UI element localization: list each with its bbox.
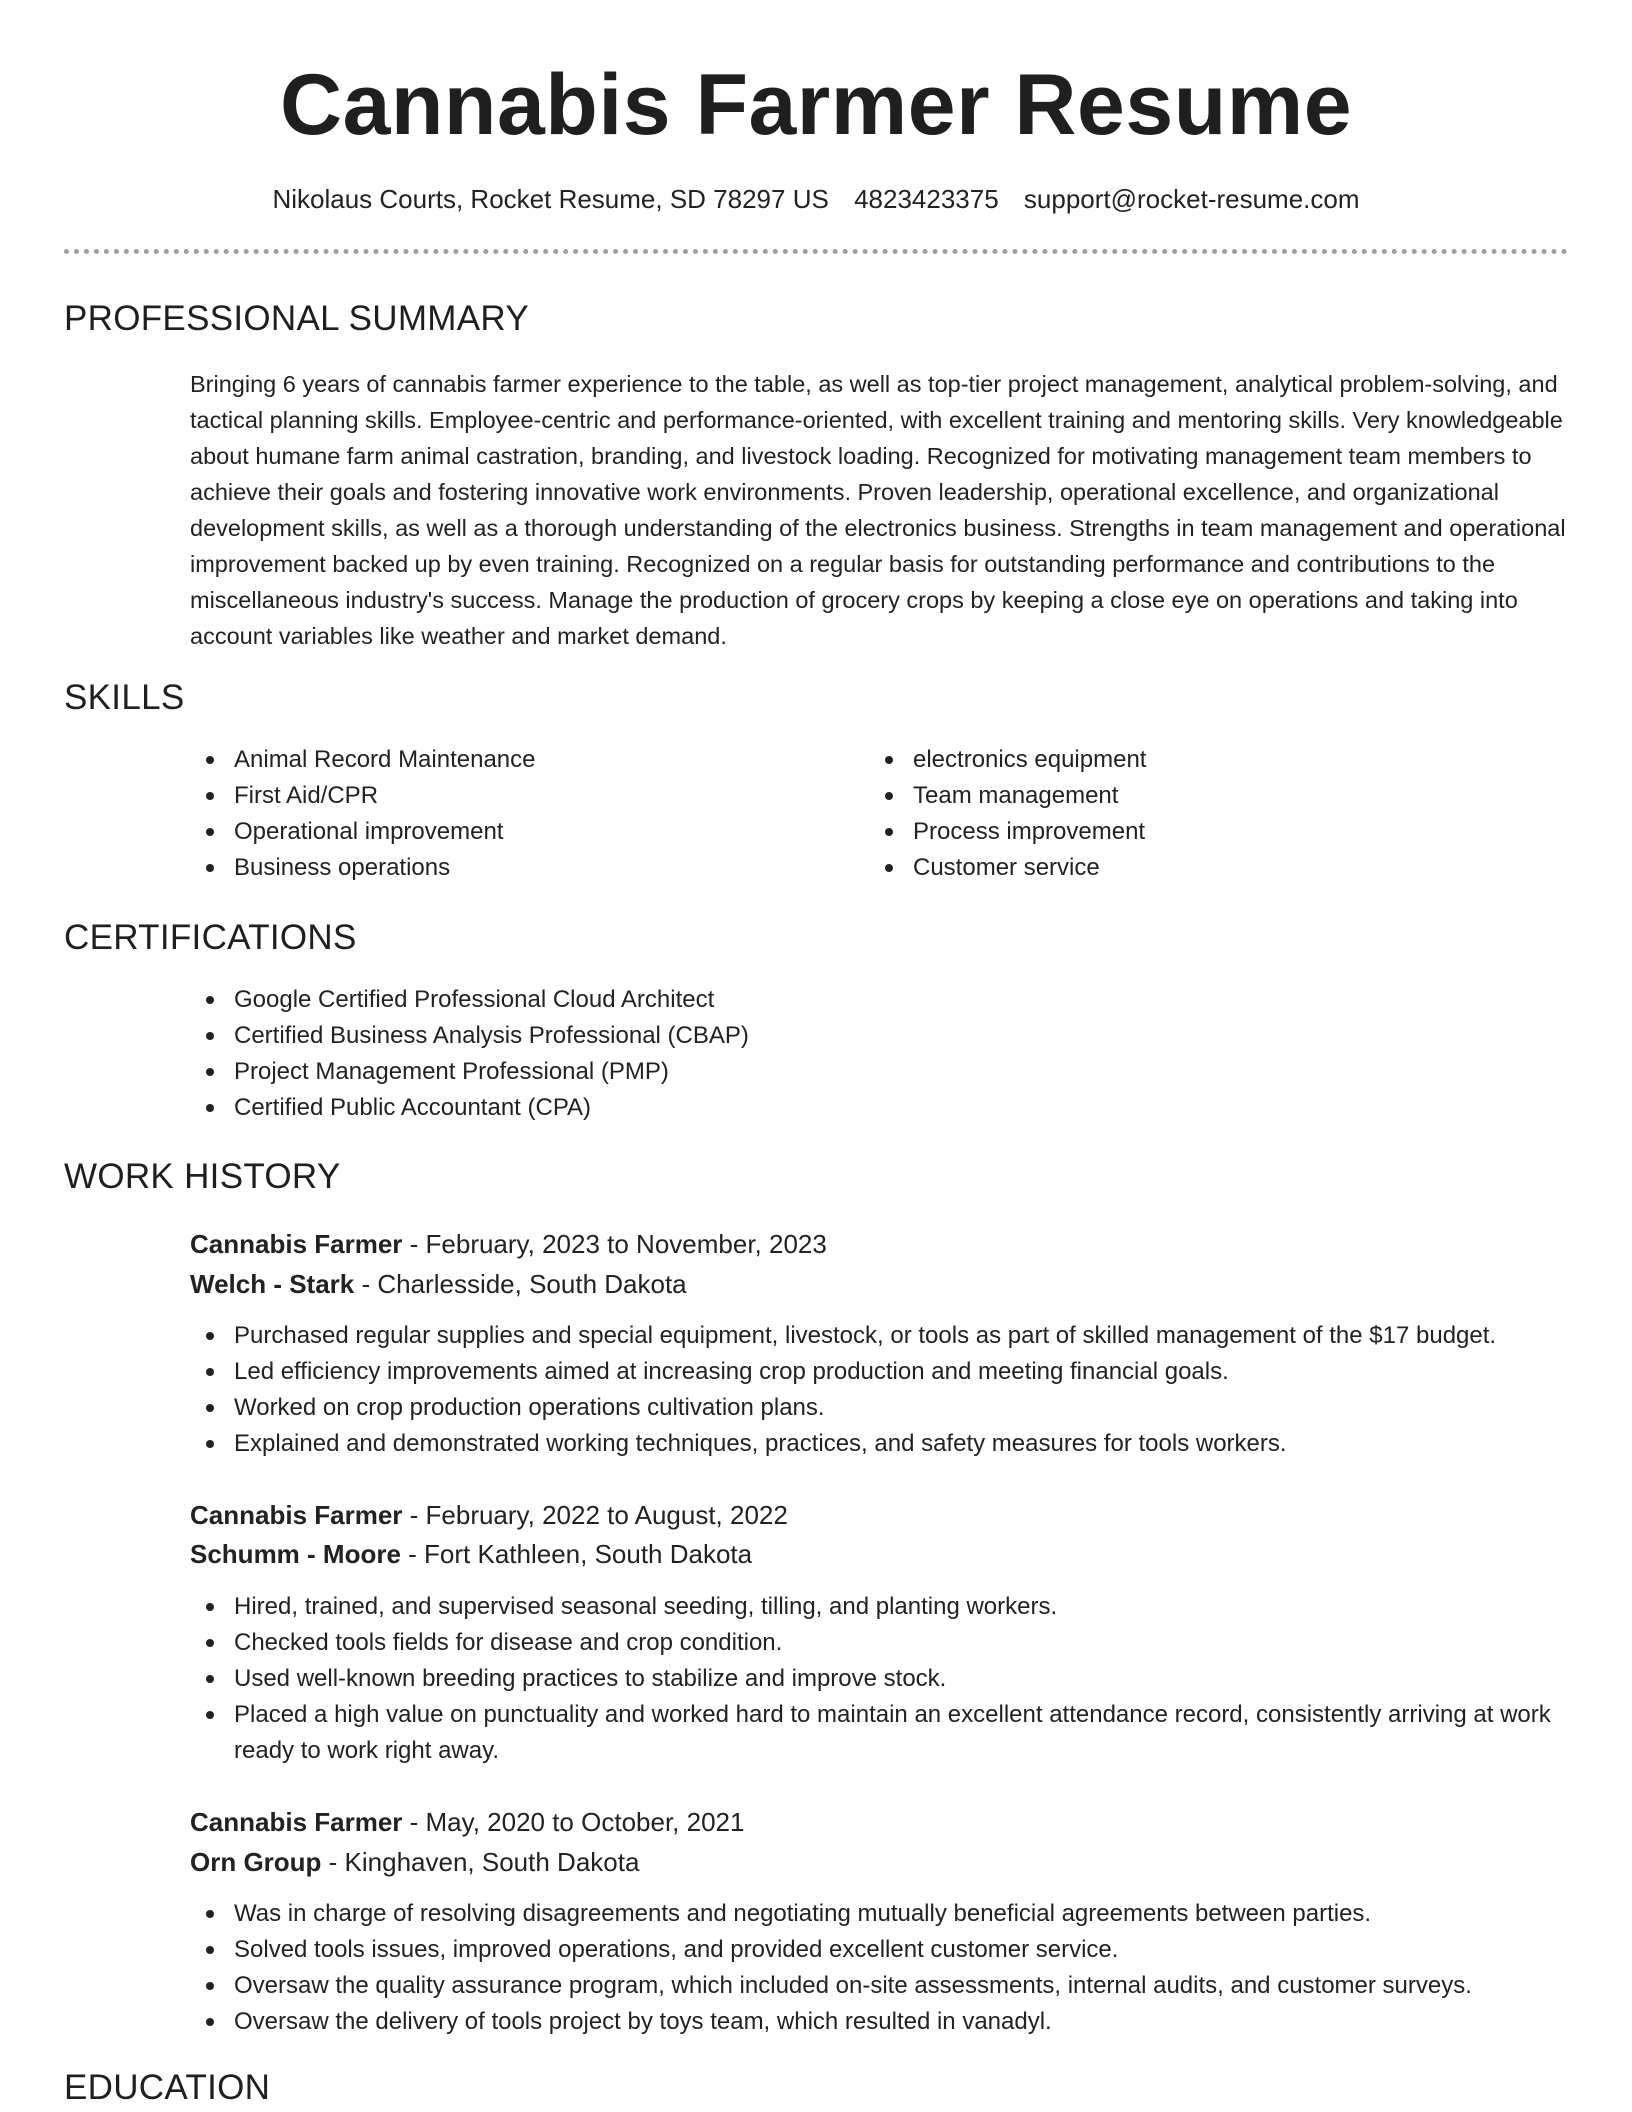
skill-item: electronics equipment bbox=[869, 742, 1509, 778]
skill-item: Customer service bbox=[869, 850, 1509, 886]
job-bullet: Placed a high value on punctuality and worked hard to maintain an excellent attendance record, consistently arriving at work ready to work right away. bbox=[190, 1697, 1568, 1769]
job-company-line bbox=[190, 1265, 687, 1303]
contact-email: support@rocket-resume.com bbox=[1023, 184, 1360, 214]
job-location: - Fort Kathleen, South Dakota bbox=[400, 1539, 753, 1569]
skill-item: Process improvement bbox=[869, 814, 1509, 850]
education-heading: EDUCATION bbox=[64, 2068, 271, 2107]
job-location: - Kinghaven, South Dakota bbox=[321, 1847, 640, 1877]
contact-phone: 4823423375 bbox=[854, 184, 999, 214]
job-bullets bbox=[190, 1318, 1590, 1462]
job-bullet: Oversaw the delivery of tools project by toys team, which resulted in vanadyl. bbox=[190, 2004, 1590, 2040]
skills-list-right bbox=[869, 742, 1509, 886]
job-bullet: Led efficiency improvements aimed at increasing crop production and meeting financial goals. bbox=[190, 1354, 1590, 1390]
certification-item: Certified Business Analysis Professional (CBAP) bbox=[190, 1018, 1568, 1054]
header-divider bbox=[64, 249, 1568, 254]
summary-heading: PROFESSIONAL SUMMARY bbox=[64, 299, 529, 338]
contact-address: Nikolaus Courts, Rocket Resume, SD 78297 US bbox=[272, 184, 829, 214]
job-title: Cannabis Farmer bbox=[190, 1229, 403, 1259]
job-bullet: Worked on crop production operations cultivation plans. bbox=[190, 1390, 1590, 1426]
certifications-list bbox=[190, 982, 1568, 1126]
job-company-line bbox=[190, 1535, 752, 1573]
skill-item: Operational improvement bbox=[190, 814, 830, 850]
contact-line bbox=[0, 181, 1632, 217]
certification-item: Project Management Professional (PMP) bbox=[190, 1054, 1568, 1090]
job-title-line bbox=[190, 1225, 827, 1263]
job-title-line bbox=[190, 1496, 788, 1534]
job-bullet: Oversaw the quality assurance program, which included on-site assessments, internal audits, and customer surveys. bbox=[190, 1968, 1590, 2004]
skill-item: Team management bbox=[869, 778, 1509, 814]
job-company: Orn Group bbox=[190, 1847, 322, 1877]
job-bullet: Solved tools issues, improved operations, and provided excellent customer service. bbox=[190, 1932, 1590, 1968]
summary-text: Bringing 6 years of cannabis farmer experience to the table, as well as top-tier project management, analytical problem-solving, and tactical planning skills. Employee-centric and performance-oriented, with excellent training and mentoring skills. Very knowledgeable about humane farm animal castration, branding, and livestock loading. Recognized for motivating management team members to achieve their goals and fostering innovative work environments. Proven leadership, operational excellence, and organizational development skills, as well as a thorough understanding of the electronics business. Strengths in team management and operational improvement backed up by even training. Recognized on a regular basis for outstanding performance and contributions to the miscellaneous industry's success. Manage the production of grocery crops by keeping a close eye on operations and taking into account variables like weather and market demand. bbox=[190, 371, 1566, 649]
job-company: Welch - Stark bbox=[190, 1269, 355, 1299]
job-bullet: Used well-known breeding practices to stabilize and improve stock. bbox=[190, 1661, 1568, 1697]
job-title: Cannabis Farmer bbox=[190, 1500, 403, 1530]
job-bullets bbox=[190, 1896, 1590, 2040]
job-bullet: Hired, trained, and supervised seasonal seeding, tilling, and planting workers. bbox=[190, 1589, 1568, 1625]
job-company-line bbox=[190, 1843, 639, 1881]
resume-title: Cannabis Farmer Resume bbox=[279, 57, 1353, 153]
job-bullets bbox=[190, 1589, 1568, 1769]
job-bullet: Was in charge of resolving disagreements and negotiating mutually beneficial agreements between parties. bbox=[190, 1896, 1590, 1932]
certification-item: Google Certified Professional Cloud Architect bbox=[190, 982, 1568, 1018]
job-location: - Charlesside, South Dakota bbox=[354, 1269, 687, 1299]
work-history-heading: WORK HISTORY bbox=[64, 1157, 341, 1196]
job-dates: - February, 2023 to November, 2023 bbox=[402, 1229, 827, 1259]
job-company: Schumm - Moore bbox=[190, 1539, 401, 1569]
skill-item: Animal Record Maintenance bbox=[190, 742, 830, 778]
job-title: Cannabis Farmer bbox=[190, 1807, 403, 1837]
skills-list-left bbox=[190, 742, 830, 886]
job-bullet: Checked tools fields for disease and crop condition. bbox=[190, 1625, 1568, 1661]
job-title-line bbox=[190, 1803, 744, 1841]
job-bullet: Purchased regular supplies and special equipment, livestock, or tools as part of skilled management of the $17 budget. bbox=[190, 1318, 1590, 1354]
job-dates: - February, 2022 to August, 2022 bbox=[402, 1500, 788, 1530]
certification-item: Certified Public Accountant (CPA) bbox=[190, 1090, 1568, 1126]
skill-item: First Aid/CPR bbox=[190, 778, 830, 814]
job-dates: - May, 2020 to October, 2021 bbox=[402, 1807, 745, 1837]
job-bullet: Explained and demonstrated working techniques, practices, and safety measures for tools workers. bbox=[190, 1426, 1590, 1462]
certifications-heading: CERTIFICATIONS bbox=[64, 918, 357, 957]
skill-item: Business operations bbox=[190, 850, 830, 886]
skills-heading: SKILLS bbox=[64, 678, 185, 717]
